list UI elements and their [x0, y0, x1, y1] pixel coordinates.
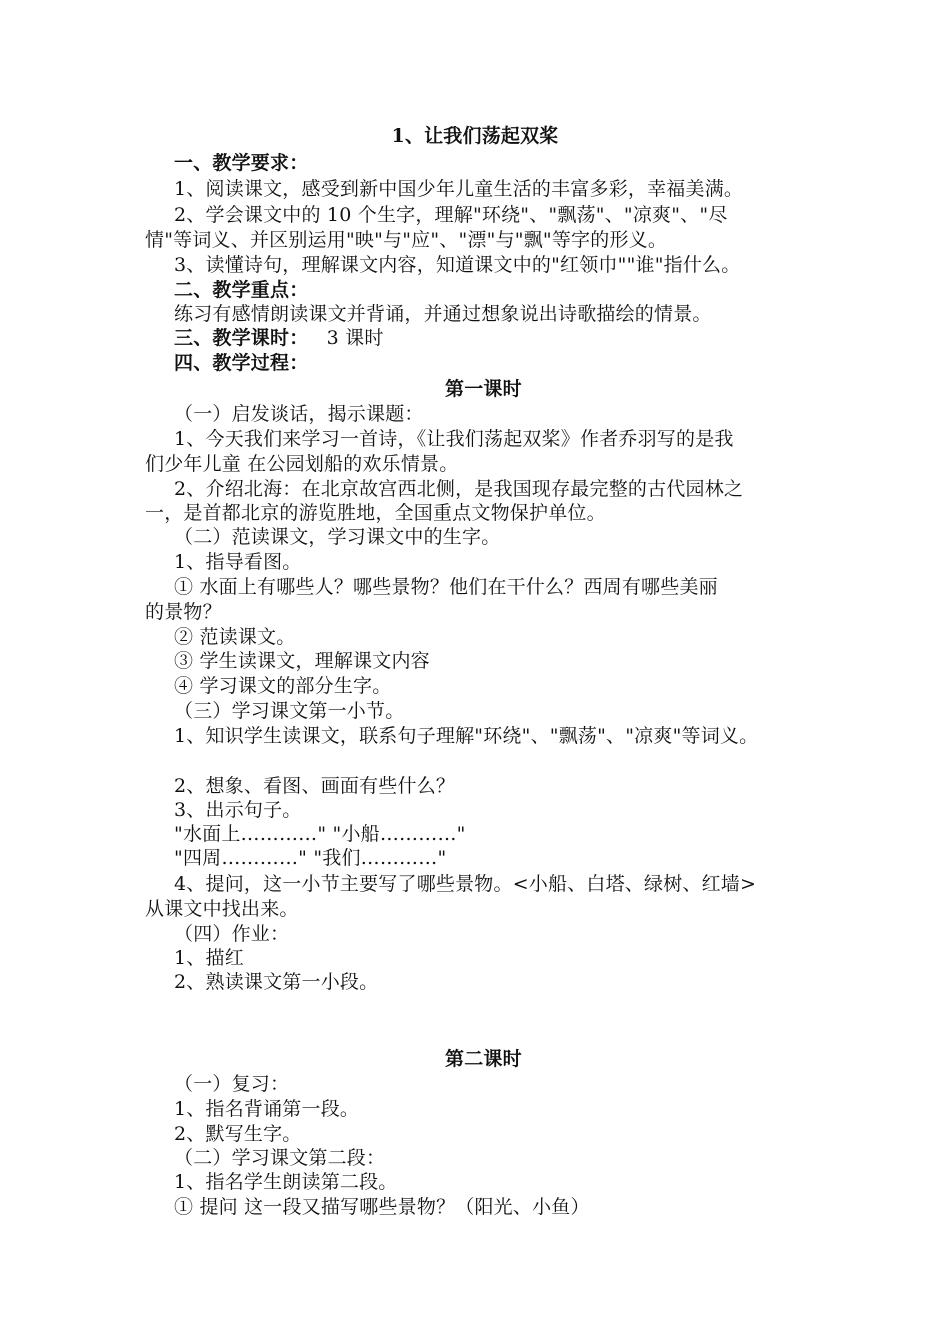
paragraph: 1、阅读课文，感受到新中国少年儿童生活的丰富多彩，幸福美满。: [174, 178, 744, 200]
paragraph-continuation: 从课文中找出来。: [145, 898, 299, 920]
subsection-heading: （一）启发谈话，揭示课题：: [174, 403, 424, 425]
paragraph: 练习有感情朗读课文并背诵，并通过想象说出诗歌描绘的情景。: [174, 303, 712, 325]
paragraph: 2、想象、看图、画面有些什么？: [174, 775, 456, 797]
paragraph: 1、描红: [174, 947, 244, 969]
paragraph: 1、知识学生读课文，联系句子理解"环绕"、"飘荡"、"凉爽"等词义。: [174, 725, 759, 747]
list-item: ② 范读课文。: [174, 626, 296, 648]
section-hours-line: [174, 326, 384, 350]
section-heading-hours: 三、教学课时：: [174, 327, 309, 349]
paragraph: 2、熟读课文第一小段。: [174, 971, 379, 993]
paragraph: 1、指导看图。: [174, 551, 302, 573]
hours-value: 3 课时: [326, 327, 384, 349]
paragraph: 1、指名学生朗读第二段。: [174, 1171, 398, 1193]
section-heading-requirements: 一、教学要求：: [174, 152, 309, 174]
paragraph: 1、今天我们来学习一首诗，《让我们荡起双桨》作者乔羽写的是我: [174, 428, 734, 450]
subsection-heading: （四）作业：: [174, 923, 290, 945]
subsection-heading: （三）学习课文第一小节。: [174, 700, 405, 722]
section-heading-focus: 二、教学重点：: [174, 279, 309, 301]
paragraph: 3、读懂诗句，理解课文内容，知道课文中的"红领巾""谁"指什么。: [174, 254, 741, 276]
paragraph-continuation: 一，是首都北京的游览胜地，全国重点文物保护单位。: [145, 502, 606, 524]
list-item: ④ 学习课文的部分生字。: [174, 675, 392, 697]
paragraph: 2、学会课文中的 10 个生字，理解"环绕"、"飘荡"、"凉爽"、"尽: [174, 204, 728, 226]
document-title: 1、让我们荡起双桨: [391, 125, 559, 147]
lesson-title-2: 第二课时: [445, 1048, 522, 1070]
list-item: ① 水面上有哪些人？哪些景物？他们在干什么？西周有哪些美丽: [174, 576, 718, 598]
subsection-heading: （二）范读课文，学习课文中的生字。: [174, 526, 501, 548]
quote-line: "四周…………" "我们…………": [174, 847, 447, 869]
list-item: ③ 学生读课文，理解课文内容: [174, 650, 430, 672]
subsection-heading: （一）复习：: [174, 1073, 290, 1095]
paragraph-continuation: 情"等词义、并区别运用"映"与"应"、"漂"与"飘"等字的形义。: [145, 229, 668, 251]
subsection-heading: （二）学习课文第二段：: [174, 1147, 386, 1169]
lesson-title-1: 第一课时: [445, 378, 522, 400]
section-heading-process: 四、教学过程：: [174, 352, 309, 374]
paragraph: 4、提问，这一小节主要写了哪些景物。<小船、白塔、绿树、红墙>: [174, 873, 757, 895]
paragraph: 1、指名背诵第一段。: [174, 1098, 360, 1120]
list-item-continuation: 的景物？: [145, 601, 222, 623]
quote-line: "水面上…………" "小船…………": [174, 823, 466, 845]
paragraph: 2、默写生字。: [174, 1123, 302, 1145]
list-item: ① 提问 这一段又描写哪些景物？（阳光、小鱼）: [174, 1196, 590, 1218]
paragraph: 2、介绍北海：在北京故宫西北侧，是我国现存最完整的古代园林之: [174, 478, 744, 500]
paragraph: 3、出示句子。: [174, 799, 302, 821]
paragraph-continuation: 们少年儿童 在公园划船的欢乐情景。: [145, 453, 459, 475]
